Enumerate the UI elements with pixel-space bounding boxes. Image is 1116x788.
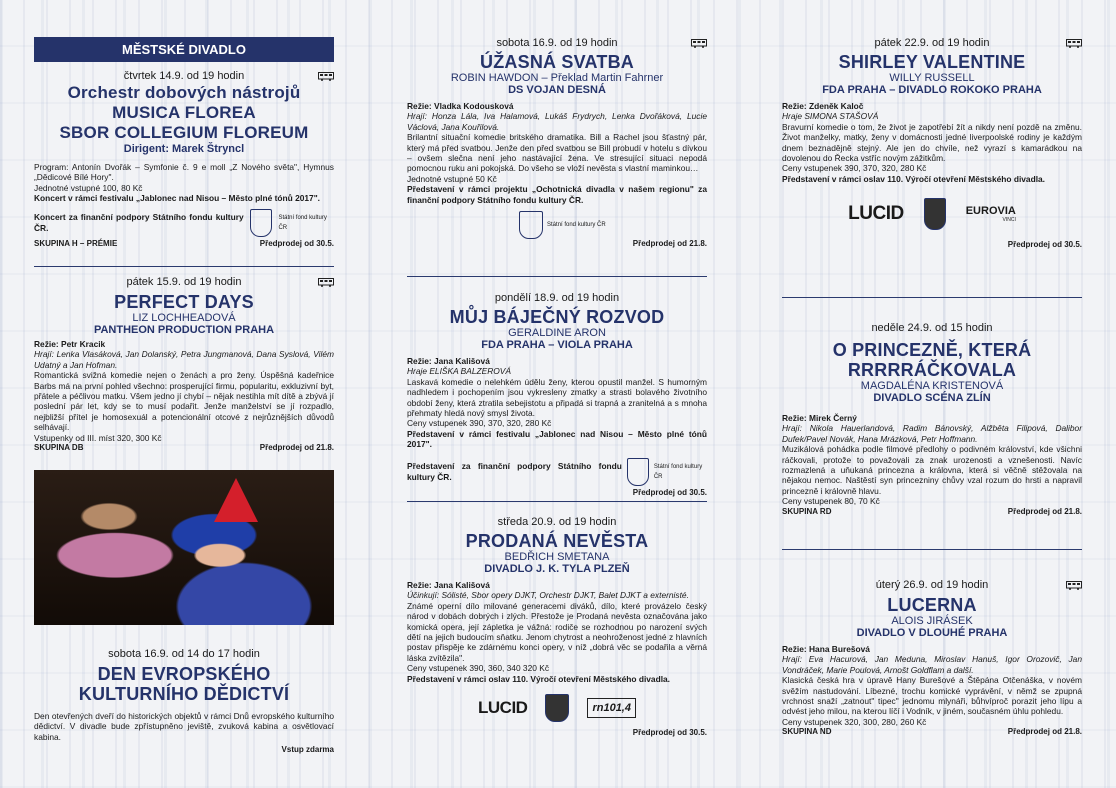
event-group: SKUPINA ND xyxy=(782,727,832,737)
event-company: DS VOJAN DESNÁ xyxy=(508,84,606,96)
event-cast: Hrají: Honza Lála, Iva Halamová, Lukáš Frydrych, Lenka Dvořáková, Lucie Václová, Jana Kouřilová. xyxy=(407,111,707,132)
divider xyxy=(782,549,1082,550)
event-footer xyxy=(407,239,707,249)
sponsor-logos xyxy=(782,198,1082,230)
event-heritage-day xyxy=(34,648,334,755)
event-musica-florea xyxy=(34,70,334,249)
event-cast: Hraje ELIŠKA BALZEROVÁ xyxy=(407,366,511,377)
event-presale: Předprodej od 21.8. xyxy=(259,443,334,453)
party-hat xyxy=(214,478,258,522)
event-director: Režie: Jana Kališová xyxy=(407,356,490,366)
event-presale: Předprodej od 21.8. xyxy=(1007,727,1082,737)
event-cast: Hrají: Eva Hacurová, Jan Meduna, Miroslav Hanuš, Igor Orozovič, Jan Vondráček, Marie Poulová, Arnošt Goldflam a další. xyxy=(782,654,1082,675)
event-presale: Předprodej od 21.8. xyxy=(632,239,707,249)
event-title-line2: MUSICA FLOREA xyxy=(112,103,256,122)
event-author: ROBIN HAWDON – Překlad Martin Fahrner xyxy=(450,72,664,84)
event-director: Režie: Mirek Černý xyxy=(782,413,857,423)
event-cast: Hrají: Lenka Vlasáková, Jan Dolanský, Petra Jungmanová, Dana Syslová, Vilém Udatný a Jan Hofman. xyxy=(34,349,334,370)
event-description: Známé operní dílo milované generacemi diváků, dílo, které provázelo český národ v dobách dobrých i zlých. Přestože je Prodaná nevěsta označována jako komická opera, její zápletka je vážná: rodiče se rozhodnou po narození svých dětí na jejich budoucím sňatku. Jenom chytrost a neohroženost jedné z hlavních postav přispěje ke zdárnému konci opery, v níž „dobrá věc se podařila a věrná láska zvítězila". xyxy=(407,600,707,663)
event-director: Režie: Petr Kracik xyxy=(34,339,106,349)
event-presale: Předprodej od 30.5. xyxy=(1007,240,1082,250)
event-company: DIVADLO V DLOUHÉ PRAHA xyxy=(856,627,1008,639)
city-crest-logo xyxy=(545,694,569,722)
event-date: úterý 26.9. od 19 hodin xyxy=(875,579,989,591)
event-date: pondělí 18.9. od 19 hodin xyxy=(494,292,620,304)
column-1 xyxy=(34,0,334,788)
event-group: SKUPINA DB xyxy=(34,443,84,453)
event-footer xyxy=(782,240,1082,250)
eurovia-logo xyxy=(966,205,1016,223)
event-author: ALOIS JIRÁSEK xyxy=(891,615,973,627)
event-company: DIVADLO SCÉNA ZLÍN xyxy=(873,392,991,404)
event-conductor: Dirigent: Marek Štryncl xyxy=(123,143,245,155)
event-program: Program: Antonín Dvořák – Symfonie č. 9 e moll „Z Nového světa", Hymnus „Dědicové Bílé Hory". xyxy=(34,162,334,183)
event-support: Představení za finanční podpory Státního fondu kultury ČR. xyxy=(407,461,622,482)
event-director: Režie: Hana Burešová xyxy=(782,644,870,654)
event-author: GERALDINE ARON xyxy=(508,327,606,339)
event-price: Vstupenky od III. míst 320, 300 Kč xyxy=(34,432,162,443)
event-date: sobota 16.9. od 14 do 17 hodin xyxy=(108,648,260,660)
event-company: PANTHEON PRODUCTION PRAHA xyxy=(93,324,275,336)
fund-logo xyxy=(250,209,273,237)
event-entry: Vstup zdarma xyxy=(281,745,334,755)
event-title-line1: Orchestr dobových nástrojů xyxy=(67,83,301,102)
eurovia-name: EUROVIA xyxy=(965,205,1016,218)
event-title: PRODANÁ NEVĚSTA xyxy=(465,531,649,551)
fund-logo xyxy=(627,458,649,486)
event-date: sobota 16.9. od 19 hodin xyxy=(496,37,618,49)
event-price: Ceny vstupenek 320, 300, 280, 260 Kč xyxy=(782,716,927,727)
event-title-line1: O PRINCEZNĚ, KTERÁ xyxy=(832,340,1032,360)
event-support: Koncert za finanční podpory Státního fondu kultury ČR. xyxy=(34,212,244,233)
fund-label: Státní fond kultury ČR xyxy=(547,222,606,229)
event-presale: Předprodej od 30.5. xyxy=(259,238,334,248)
eurovia-sub: VINCI xyxy=(1002,217,1016,224)
event-description: Laskavá komedie o nelehkém údělu ženy, kterou opustil manžel. S humorným nadhledem i pochopením jsou vykresleny zmatky a strasti bolavého životního období ženy, která ztratila sebejistotu a připadá si trapná a zranitelná a s mnoha přehmaty hledá nový smysl života. xyxy=(407,376,707,419)
event-date: pátek 15.9. od 19 hodin xyxy=(126,276,242,288)
divider xyxy=(782,297,1082,298)
event-group: SKUPINA RD xyxy=(782,506,832,516)
event-prodana-nevesta xyxy=(407,516,707,738)
event-footer xyxy=(407,488,707,498)
event-description: Bravurní komedie o tom, že život je zapotřebí žít a nikdy není pozdě na změnu. Život manželky, matky, ženy v domácnosti jedné liverpoolské rodiny je každým dnem beznadějně stejný. Ale jen do chvíle, než vyrazí s kamarádkou na dovolenou do Řecka vstříc novým zážitkům. xyxy=(782,121,1082,164)
divider xyxy=(34,266,334,267)
event-note: Představení v rámci oslav 110. Výročí otevření Městského divadla. xyxy=(782,173,1046,184)
event-description: Muzikálová pohádka podle filmové předlohy o podivném království, kde všichni ráčkovali, protože to považovali za znak urozenosti a vznešenosti. Navíc rozmazlená a uňukaná princezna a královna, která si věčně stěžovala na nějakou nemoc. Naštěstí syn princezniny chůvy vzal rozum do hrsti a napravil princezně i královně hlavu. xyxy=(782,444,1082,496)
event-date: neděle 24.9. od 15 hodin xyxy=(871,322,993,334)
event-shirley-valentine xyxy=(782,37,1082,250)
event-description: Brilantní situační komedie britského dramatika. Bill a Rachel jsou šťastný pár, který má před svatbou. Jenže den před svatbou se Bill probudí v hotelu s dívkou – ovšem slečna není jeho nastávající žena. Ve stresující situaci nepodá pomocnou ruku ani pokojská. Do všeho se vloží nevěsta s vlastní maminkou… xyxy=(407,132,707,174)
event-description: Romantická svižná komedie nejen o ženách a pro ženy. Úspěšná kadeřnice Barbs má na první pohled všechno: prosperující firmu, popularitu, exkluzivní byt, přátele a péčlivou matku. Všem jedno jí chybí – nějak nestihla mít dítě a zbývá jí poslední pár let, kdy se to musí podařit. Jenže manželství se jí rozpadlo, nejbližší přítel je homosexuál a potencionální otcové z nejrůznějších důvodů selhávají. xyxy=(34,370,334,433)
event-title-line3: SBOR COLLEGIUM FLOREUM xyxy=(59,123,309,142)
event-price: Ceny vstupenek 390, 370, 320, 280 Kč xyxy=(407,418,552,429)
event-footer xyxy=(34,239,334,249)
event-title-line2: RRRRRÁČKOVALA xyxy=(847,360,1017,380)
event-price: Ceny vstupenek 390, 370, 320, 280 Kč xyxy=(782,163,927,174)
bus-icon xyxy=(1066,39,1082,48)
event-director: Režie: Vladka Kodousková xyxy=(407,101,514,111)
city-crest-logo xyxy=(924,198,946,230)
column-2 xyxy=(407,0,707,788)
sponsor-logos xyxy=(407,694,707,722)
event-presale: Předprodej od 30.5. xyxy=(632,487,707,497)
divider xyxy=(407,501,707,502)
event-description: Den otevřených dveří do historických objektů v rámci Dnů evropského kulturního dědictví. V divadle bude zpřístupněno jeviště, zvuková kabina a osvětlovací kabina. xyxy=(34,711,334,742)
lucid-logo: LUCID xyxy=(478,698,528,718)
event-price: Jednotné vstupné 50 Kč xyxy=(407,173,497,184)
event-uzasna-svatba xyxy=(407,37,707,249)
event-title: ÚŽASNÁ SVATBA xyxy=(480,52,634,72)
divider xyxy=(407,276,707,277)
event-author: LIZ LOCHHEADOVÁ xyxy=(132,312,236,324)
event-presale: Předprodej od 30.5. xyxy=(632,728,707,738)
performance-photo xyxy=(34,470,334,625)
event-muj-bajecny-rozvod xyxy=(407,292,707,498)
event-author: BEDŘICH SMETANA xyxy=(504,551,610,563)
event-footer xyxy=(782,727,1082,737)
fund-logo xyxy=(519,211,543,239)
event-title-line2: KULTURNÍHO DĚDICTVÍ xyxy=(78,684,290,704)
event-title: LUCERNA xyxy=(887,595,977,615)
event-director: Režie: Jana Kališová xyxy=(407,580,490,590)
event-title-line1: DEN EVROPSKÉHO xyxy=(97,664,271,684)
event-director: Režie: Zdeněk Kaloč xyxy=(782,101,864,111)
event-company: FDA PRAHA – DIVADLO ROKOKO PRAHA xyxy=(822,84,1042,96)
event-author: WILLY RUSSELL xyxy=(889,72,975,84)
event-date: čtvrtek 14.9. od 19 hodin xyxy=(123,70,245,82)
column-3 xyxy=(782,0,1082,788)
radio-logo: rn101,4 xyxy=(587,698,636,718)
event-description: Klasická česká hra v úpravě Hany Burešové a Štěpána Otčenáška, v novém svěžím nastudování. Líbezné, trochu komické vyprávění, v němž se zpupná vrchnost snaží „zatnout" tipec" jednomu mlynáři, bůhvíproč porazit jeho lípu a odvést jeho milou, na kterou líčí i Vodník, v jiném, současném úhlu pohledu. xyxy=(782,675,1082,717)
event-festival: Koncert v rámci festivalu „Jablonec nad Nisou – Město plné tónů 2017". xyxy=(34,193,321,204)
event-price: Jednotné vstupné 100, 80 Kč xyxy=(34,182,143,193)
fund-row xyxy=(519,211,707,239)
support-row xyxy=(407,458,707,486)
event-company: FDA PRAHA – VIOLA PRAHA xyxy=(481,339,633,351)
event-presale: Předprodej od 21.8. xyxy=(1007,506,1082,516)
bus-icon xyxy=(318,72,334,81)
support-row xyxy=(34,209,334,237)
event-cast: Účinkují: Sólisté, Sbor opery DJKT, Orchestr DJKT, Balet DJKT a externisté. xyxy=(407,590,689,601)
event-group: SKUPINA H – PRÉMIE xyxy=(34,238,118,248)
bus-icon xyxy=(1066,581,1082,590)
fund-label: Státní fond kultury ČR xyxy=(653,463,703,480)
event-cast: Hraje SIMONA STAŠOVÁ xyxy=(782,111,879,122)
event-lucerna xyxy=(782,579,1082,737)
event-perfect-days xyxy=(34,276,334,453)
bus-icon xyxy=(318,278,334,287)
event-footer xyxy=(782,507,1082,517)
event-cast: Hrají: Nikola Hauerlandová, Radim Bánovský, Alžběta Filipová, Dalibor Dufek/Pavel Novák, Hana Mrázková, Petr Hoffmann. xyxy=(782,423,1082,444)
event-price: Ceny vstupenek 390, 360, 340 320 Kč xyxy=(407,663,550,674)
event-title: MŮJ BÁJEČNÝ ROZVOD xyxy=(449,307,665,327)
venue-banner: MĚSTSKÉ DIVADLO xyxy=(34,37,334,62)
event-date: pátek 22.9. od 19 hodin xyxy=(874,37,990,49)
event-festival: Představení v rámci festivalu „Jablonec nad Nisou – Město plné tónů 2017". xyxy=(407,428,707,450)
event-author: MAGDALÉNA KRISTENOVÁ xyxy=(860,380,1004,392)
event-title: SHIRLEY VALENTINE xyxy=(838,52,1026,72)
event-note: Představení v rámci oslav 110. Výročí otevření Městského divadla. xyxy=(407,673,671,684)
lucid-logo: LUCID xyxy=(848,203,904,225)
fund-label: Státní fond kultury ČR xyxy=(278,214,327,231)
event-price: Ceny vstupenek 80, 70 Kč xyxy=(782,496,880,507)
event-footer xyxy=(407,728,707,738)
event-footer xyxy=(34,443,334,453)
event-date: středa 20.9. od 19 hodin xyxy=(497,516,617,528)
event-company: DIVADLO J. K. TYLA PLZEŇ xyxy=(484,563,630,575)
event-footer xyxy=(34,745,334,755)
bus-icon xyxy=(691,39,707,48)
event-project: Představení v rámci projektu „Ochotnická divadla v našem regionu" za finanční podpory Státního fondu kultury ČR. xyxy=(407,184,707,205)
event-o-princezne xyxy=(782,322,1082,517)
event-title: PERFECT DAYS xyxy=(114,292,254,312)
